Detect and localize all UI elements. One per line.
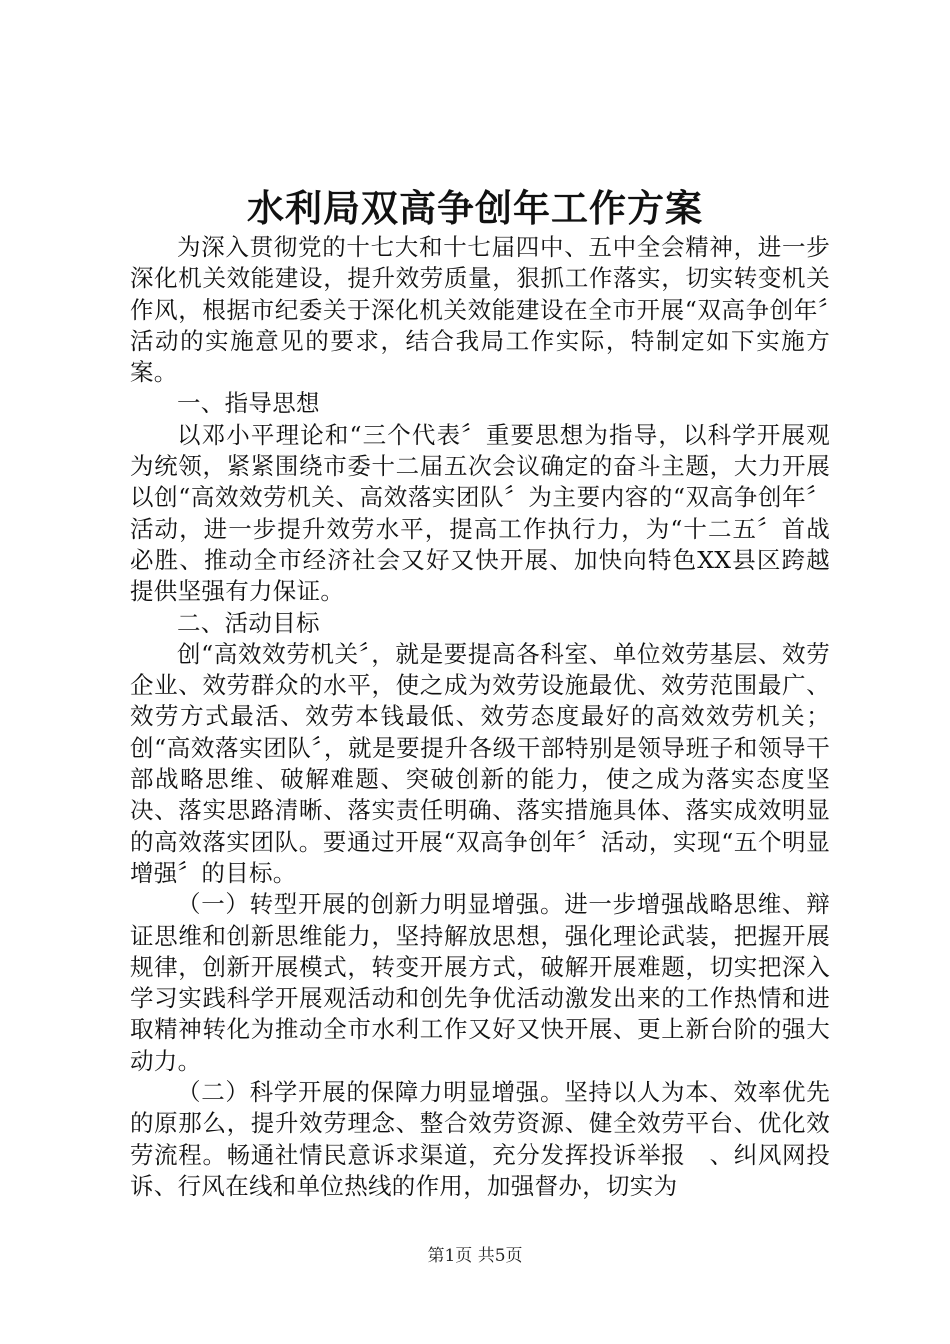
goal-item-1-paragraph: （一）转型开展的创新力明显增强。进一步增强战略思维、辩证思维和创新思维能力，坚持解放思想，强化理论武装，把握开展规律，创新开展模式，转变开展方式，破解开展难题，切实把深入学习实践科学开展观活动和创先争优活动激发出来的工作热情和进取精神转化为推动全市水利工作又好又快开展、更上新台阶的强大动力。 xyxy=(130,890,830,1075)
guiding-ideology-paragraph: 以邓小平理论和“三个代表〞重要思想为指导，以科学开展观为统领，紧紧围绕市委十二届五次会议确定的奋斗主题，大力开展以创“高效效劳机关、高效落实团队〞为主要内容的“双高争创年〞活动，进一步提升效劳水平，提高工作执行力，为“十二五〞首战必胜、推动全市经济社会又好又快开展、加快向特色XX县区跨越提供坚强有力保证。 xyxy=(130,420,830,606)
page-number-footer: 第1页 共5页 xyxy=(427,1246,523,1266)
document-body xyxy=(130,232,830,1202)
intro-paragraph: 为深入贯彻党的十七大和十七届四中、五中全会精神，进一步深化机关效能建设，提升效劳质量，狠抓工作落实，切实转变机关作风，根据市纪委关于深化机关效能建设在全市开展“双高争创年〞活动的实施意见的要求，结合我局工作实际，特制定如下实施方案。 xyxy=(130,233,830,387)
activity-goals-paragraph: 创“高效效劳机关〞，就是要提高各科室、单位效劳基层、效劳企业、效劳群众的水平，使之成为效劳设施最优、效劳范围最广、效劳方式最活、效劳本钱最低、效劳态度最好的高效效劳机关；创“高效落实团队〞，就是要提升各级干部特别是领导班子和领导干部战略思维、破解难题、突破创新的能力，使之成为落实态度坚决、落实思路清晰、落实责任明确、落实措施具体、落实成效明显的高效落实团队。要通过开展“双高争创年〞活动，实现“五个明显增强〞的目标。 xyxy=(130,639,830,887)
section-heading-activity-goals: 二、活动目标 xyxy=(177,608,320,637)
goal-item-2-paragraph: （二）科学开展的保障力明显增强。坚持以人为本、效率优先的原那么，提升效劳理念、整合效劳资源、健全效劳平台、优化效劳流程。畅通社情民意诉求渠道，充分发挥投诉举报 、纠风网投诉、行风在线和单位热线的作用，加强督办，切实为 xyxy=(130,1078,830,1200)
section-heading-guiding-ideology: 一、指导思想 xyxy=(177,389,320,418)
document-title: 水利局双高争创年工作方案 xyxy=(247,186,703,230)
